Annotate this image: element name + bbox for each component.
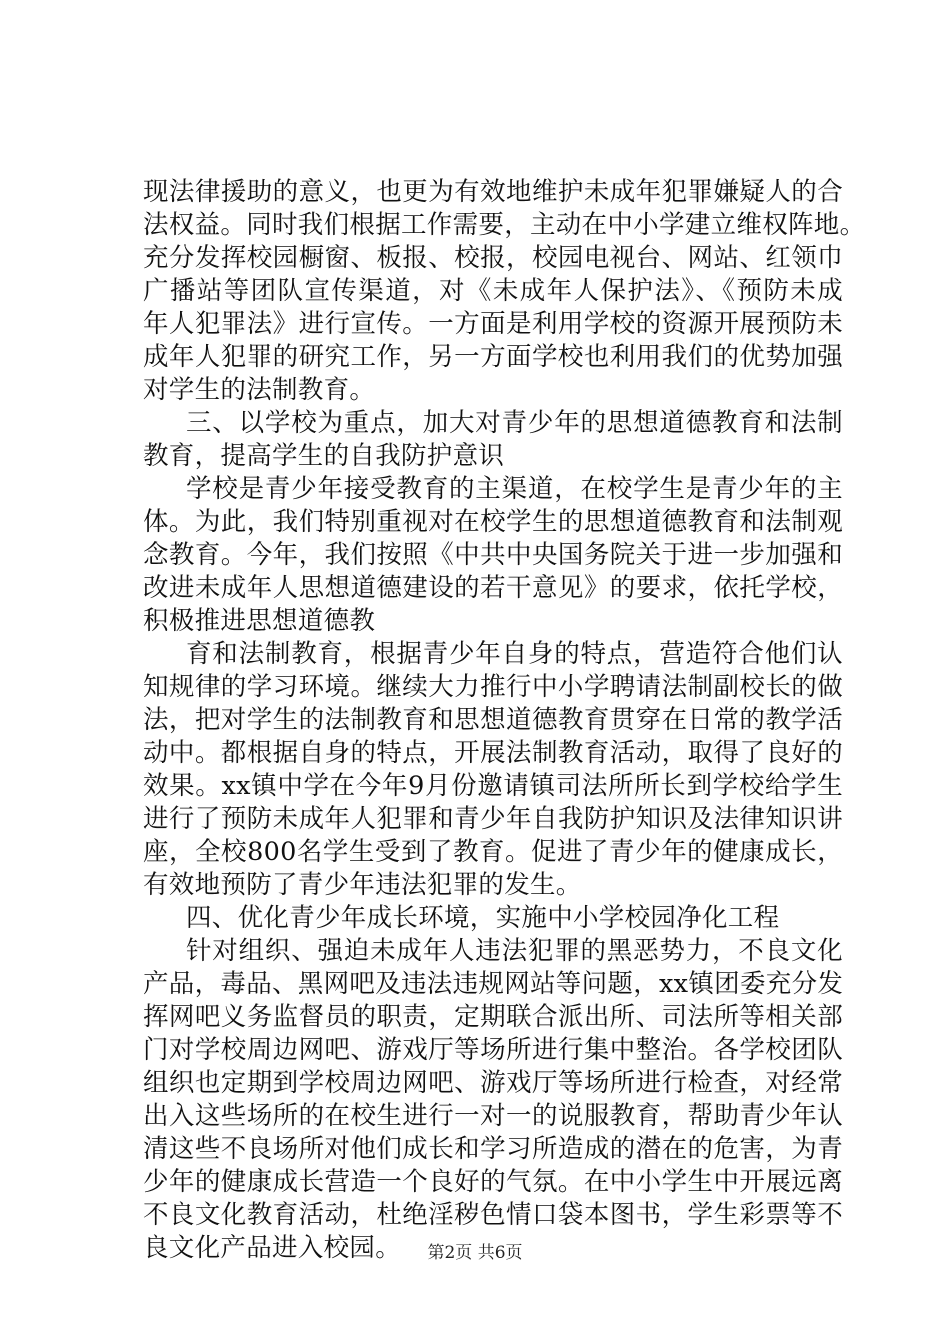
body-text-line: 有效地预防了青少年违法犯罪的发生。 bbox=[143, 870, 582, 900]
body-text-line: 充分发挥校园橱窗、板报、校报，校园电视台、网站、红领巾 bbox=[143, 243, 843, 273]
body-text-line: 广播站等团队宣传渠道，对《未成年人保护法》、《预防未成 bbox=[143, 276, 843, 306]
body-text-line: 积极推进思想道德教 bbox=[143, 606, 376, 636]
body-text-line: 体。为此，我们特别重视对在校学生的思想道德教育和法制观 bbox=[143, 507, 843, 537]
body-text-line: 年人犯罪法》进行宣传。一方面是利用学校的资源开展预防未 bbox=[143, 309, 843, 339]
body-text-line: 针对组织、强迫未成年人违法犯罪的黑恶势力，不良文化 bbox=[186, 936, 843, 966]
body-text-line: 效果。xx镇中学在今年9月份邀请镇司法所所长到学校给学生 bbox=[143, 771, 843, 801]
section-heading-line: 四、优化青少年成长环境，实施中小学校园净化工程 bbox=[186, 903, 780, 933]
body-text-line: 法权益。同时我们根据工作需要，主动在中小学建立维权阵地。 bbox=[143, 210, 866, 240]
body-text-line: 育和法制教育，根据青少年自身的特点，营造符合他们认 bbox=[186, 639, 843, 669]
body-text-line: 学校是青少年接受教育的主渠道，在校学生是青少年的主 bbox=[186, 474, 843, 504]
body-text-line: 不良文化教育活动，杜绝淫秽色情口袋本图书，学生彩票等不 bbox=[143, 1200, 843, 1230]
body-text-line: 产品，毒品、黑网吧及违法违规网站等问题，xx镇团委充分发 bbox=[143, 969, 844, 999]
body-text-line: 门对学校周边网吧、游戏厅等场所进行集中整治。各学校团队 bbox=[143, 1035, 843, 1065]
body-text-line: 改进未成年人思想道德建设的若干意见》的要求，依托学校， bbox=[143, 573, 843, 603]
body-text-line: 对学生的法制教育。 bbox=[143, 375, 376, 405]
body-text-line: 动中。都根据自身的特点，开展法制教育活动，取得了良好的 bbox=[143, 738, 843, 768]
page-number-footer: 第2页 共6页 bbox=[427, 1243, 523, 1263]
section-heading-line: 教育，提高学生的自我防护意识 bbox=[143, 441, 505, 471]
body-text-line: 念教育。今年，我们按照《中共中央国务院关于进一步加强和 bbox=[143, 540, 843, 570]
body-text-line: 清这些不良场所对他们成长和学习所造成的潜在的危害，为青 bbox=[143, 1134, 843, 1164]
body-text-line: 良文化产品进入校园。 bbox=[143, 1233, 402, 1263]
body-text-line: 少年的健康成长营造一个良好的气氛。在中小学生中开展远离 bbox=[143, 1167, 843, 1197]
body-text-line: 进行了预防未成年人犯罪和青少年自我防护知识及法律知识讲 bbox=[143, 804, 843, 834]
section-heading-line: 三、以学校为重点，加大对青少年的思想道德教育和法制 bbox=[186, 408, 843, 438]
body-text-line: 座，全校800名学生受到了教育。促进了青少年的健康成长， bbox=[143, 837, 843, 867]
body-text-line: 知规律的学习环境。继续大力推行中小学聘请法制副校长的做 bbox=[143, 672, 843, 702]
body-text-line: 成年人犯罪的研究工作，另一方面学校也利用我们的优势加强 bbox=[143, 342, 843, 372]
body-text-line: 法，把对学生的法制教育和思想道德教育贯穿在日常的教学活 bbox=[143, 705, 843, 735]
body-text-line: 现法律援助的意义，也更为有效地维护未成年犯罪嫌疑人的合 bbox=[143, 177, 843, 207]
body-text-line: 组织也定期到学校周边网吧、游戏厅等场所进行检查，对经常 bbox=[143, 1068, 843, 1098]
body-text-line: 挥网吧义务监督员的职责，定期联合派出所、司法所等相关部 bbox=[143, 1002, 843, 1032]
body-text-line: 出入这些场所的在校生进行一对一的说服教育，帮助青少年认 bbox=[143, 1101, 843, 1131]
